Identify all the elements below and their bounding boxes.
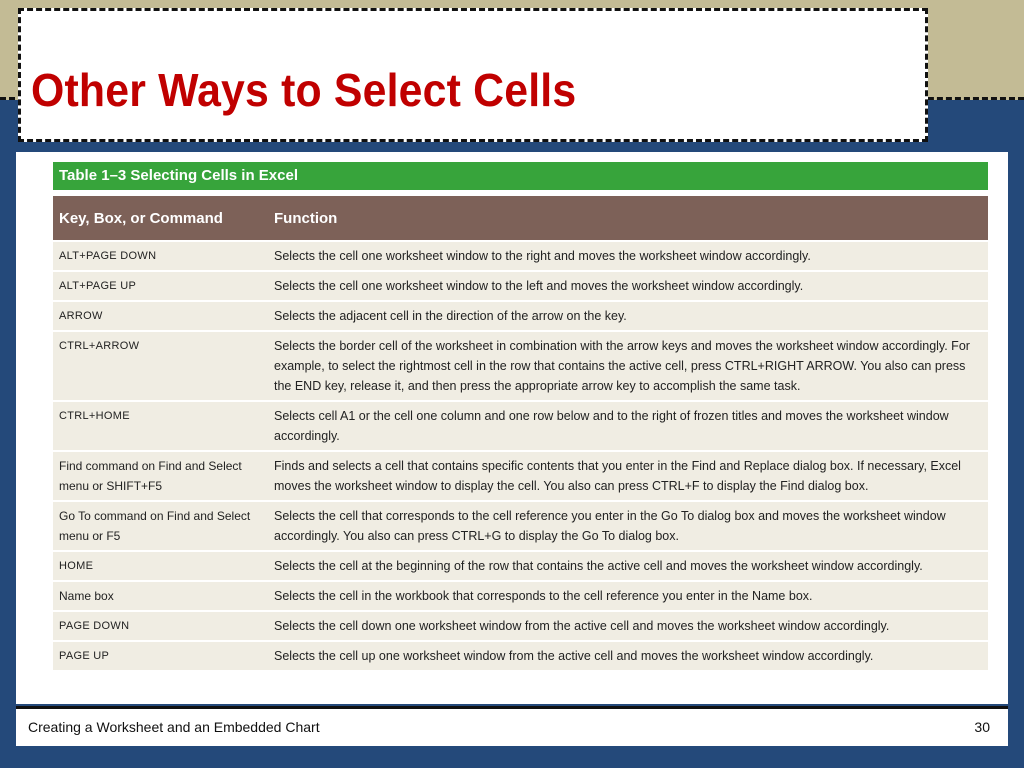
table-header-row <box>53 196 988 241</box>
key-cell: CTRL+ARROW <box>53 331 268 401</box>
function-cell: Selects the cell at the beginning of the row that contains the active cell and moves the worksheet window accordingly. <box>268 551 988 581</box>
key-cell: HOME <box>53 551 268 581</box>
header-key: Key, Box, or Command <box>53 196 268 241</box>
table-row <box>53 401 988 451</box>
key-cell: PAGE DOWN <box>53 611 268 641</box>
table-row <box>53 551 988 581</box>
selection-table <box>53 196 988 670</box>
table-row <box>53 501 988 551</box>
key-cell: Go To command on Find and Select menu or F5 <box>53 501 268 551</box>
table-row <box>53 611 988 641</box>
key-cell: ALT+PAGE DOWN <box>53 241 268 271</box>
function-cell: Selects the border cell of the worksheet in combination with the arrow keys and moves the worksheet window accordingly. For example, to select the rightmost cell in the row that contains the active cell, press CTRL+RIGHT ARROW. You also can press the END key, release it, and then press the appropriate arrow key to accomplish the same task. <box>268 331 988 401</box>
page-number: 30 <box>974 719 990 735</box>
header-function: Function <box>268 196 988 241</box>
function-cell: Selects the adjacent cell in the direction of the arrow on the key. <box>268 301 988 331</box>
table-row <box>53 301 988 331</box>
slide-footer <box>16 706 1008 746</box>
table-caption: Table 1–3 Selecting Cells in Excel <box>53 162 988 190</box>
function-cell: Finds and selects a cell that contains specific contents that you enter in the Find and Replace dialog box. If necessary, Excel moves the worksheet window to display the cell. You also can press CTRL+F to display the Find dialog box. <box>268 451 988 501</box>
table-row <box>53 451 988 501</box>
table-row <box>53 331 988 401</box>
key-cell: ARROW <box>53 301 268 331</box>
function-cell: Selects the cell down one worksheet window from the active cell and moves the worksheet window accordingly. <box>268 611 988 641</box>
function-cell: Selects the cell up one worksheet window from the active cell and moves the worksheet window accordingly. <box>268 641 988 670</box>
table-row <box>53 641 988 670</box>
function-cell: Selects the cell that corresponds to the cell reference you enter in the Go To dialog box and moves the worksheet window accordingly. You also can press CTRL+G to display the Go To dialog box. <box>268 501 988 551</box>
function-cell: Selects the cell in the workbook that corresponds to the cell reference you enter in the Name box. <box>268 581 988 611</box>
function-cell: Selects the cell one worksheet window to the right and moves the worksheet window accordingly. <box>268 241 988 271</box>
slide-title: Other Ways to Select Cells <box>31 64 577 116</box>
table-row <box>53 241 988 271</box>
key-cell: ALT+PAGE UP <box>53 271 268 301</box>
key-cell: Find command on Find and Select menu or SHIFT+F5 <box>53 451 268 501</box>
key-cell: Name box <box>53 581 268 611</box>
function-cell: Selects the cell one worksheet window to the left and moves the worksheet window accordingly. <box>268 271 988 301</box>
function-cell: Selects cell A1 or the cell one column and one row below and to the right of frozen titles and moves the worksheet window accordingly. <box>268 401 988 451</box>
title-box <box>18 8 928 142</box>
table-row <box>53 581 988 611</box>
key-cell: PAGE UP <box>53 641 268 670</box>
footer-text: Creating a Worksheet and an Embedded Chart <box>28 719 320 735</box>
table-row <box>53 271 988 301</box>
key-cell: CTRL+HOME <box>53 401 268 451</box>
